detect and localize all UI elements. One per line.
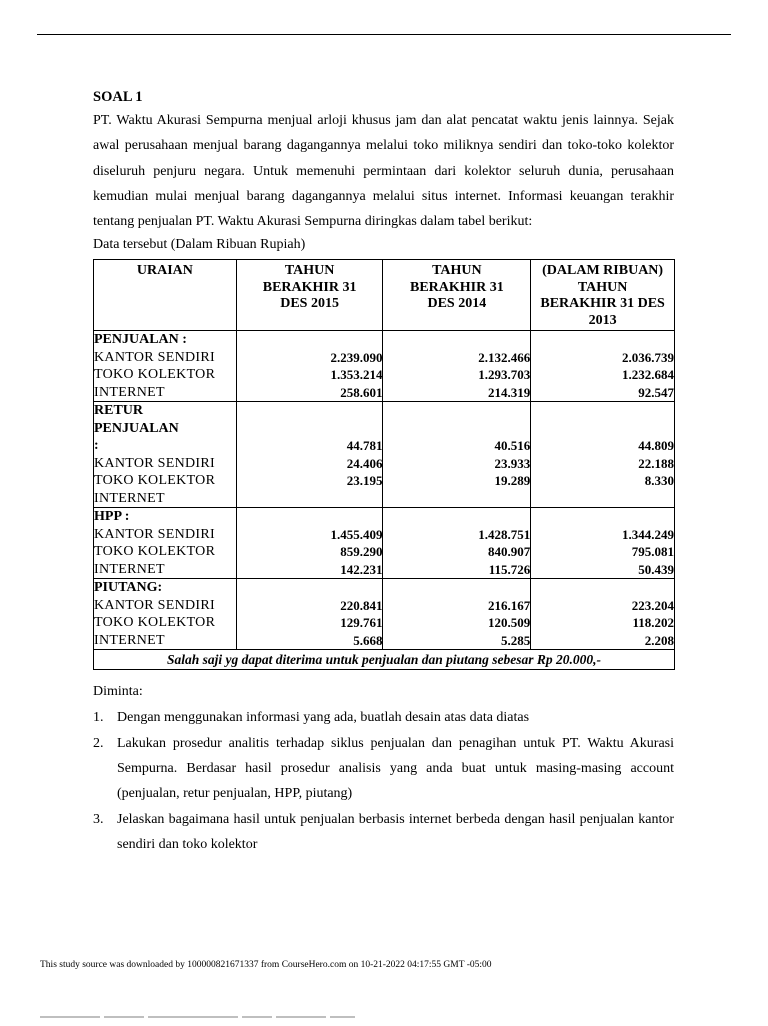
table-cell: 92.547 — [638, 384, 674, 400]
table-cell: 23.933 — [494, 455, 531, 471]
table-cell: 24.406 — [346, 455, 383, 471]
values-2014 — [383, 508, 531, 579]
group-label-cell — [94, 402, 237, 508]
table-cell: 23.195 — [346, 473, 383, 489]
row-label: INTERNET — [94, 561, 165, 577]
table-cell: 44.809 — [638, 438, 674, 454]
table-cell: 1.232.684 — [622, 367, 674, 383]
values-2014 — [383, 579, 531, 650]
row-label: INTERNET — [94, 632, 165, 648]
diminta-label: Diminta: — [93, 684, 143, 700]
table-cell: 40.516 — [494, 438, 531, 454]
task-text: Lakukan prosedur analitis terhadap siklus penjualan dan penagihan untuk PT. Waktu Akurasi Sempurna. Berdasar hasil prosedur analisis yang anda buat untuk masing-masing account (penjualan, retur penjualan, HPP, piutang) — [117, 735, 674, 802]
task-text: Dengan menggunakan informasi yang ada, buatlah desain atas data diatas — [117, 710, 530, 726]
task-list — [93, 705, 674, 857]
table-cell: 1.455.409 — [330, 526, 383, 542]
group-title: RETUR PENJUALAN : — [94, 403, 179, 454]
row-label: TOKO KOLEKTOR — [94, 473, 216, 489]
group-title: HPP : — [94, 509, 130, 525]
values-2015 — [236, 579, 383, 650]
header-2014: TAHUN BERAKHIR 31 DES 2014 — [383, 260, 531, 331]
task-text: Jelaskan bagaimana hasil untuk penjualan berbasis internet berbeda dengan hasil penjualan kantor sendiri dan toko kolektor — [117, 811, 674, 852]
table-cell: 5.668 — [353, 632, 383, 648]
list-item — [93, 807, 674, 858]
table-cell: 5.285 — [500, 632, 531, 648]
table-cell: 1.353.214 — [330, 367, 383, 383]
task-number: 3. — [93, 811, 104, 827]
header-2015: TAHUN BERAKHIR 31 DES 2015 — [236, 260, 383, 331]
values-2013 — [531, 508, 675, 579]
source-footer: This study source was downloaded by 100000821671337 from CourseHero.com on 10-21-2022 04:17:55 GMT -05:00 — [40, 960, 492, 970]
list-item — [93, 731, 674, 807]
row-label: KANTOR SENDIRI — [94, 349, 215, 365]
table-cell: 840.907 — [487, 544, 531, 560]
row-label: TOKO KOLEKTOR — [94, 615, 216, 631]
values-2015 — [236, 402, 383, 508]
values-2014 — [383, 331, 531, 402]
table-cell: 214.319 — [487, 384, 531, 400]
table-cell: 8.330 — [644, 473, 674, 489]
table-cell: 258.601 — [340, 384, 383, 400]
table-cell: 50.439 — [638, 561, 674, 577]
table-cell: 1.428.751 — [478, 526, 531, 542]
table-cell: 1.293.703 — [478, 367, 531, 383]
group-title: PIUTANG: — [94, 580, 163, 596]
question-heading: SOAL 1 — [93, 89, 143, 105]
table-cell: 2.239.090 — [330, 349, 383, 365]
table-cell: 2.208 — [644, 632, 674, 648]
values-2013 — [531, 331, 675, 402]
group-label-cell — [94, 508, 237, 579]
table-cell: 142.231 — [340, 561, 383, 577]
table-cell: 2.132.466 — [478, 349, 531, 365]
top-rule — [37, 34, 731, 35]
table-cell: 44.781 — [346, 438, 383, 454]
table-footer-note: Salah saji yg dapat diterima untuk penjualan dan piutang sebesar Rp 20.000,- — [94, 650, 675, 670]
values-2015 — [236, 508, 383, 579]
row-label: KANTOR SENDIRI — [94, 455, 215, 471]
intro-paragraph: PT. Waktu Akurasi Sempurna menjual arloji khusus jam dan alat pencatat waktu jenis lainnya. Sejak awal perusahaan menjual barang dagangannya melalui toko miliknya sendiri dan toko-toko kolektor diseluruh penjuru negara. Untuk memenuhi permintaan dari kolektor seluruh dunia, perusahaan kemudian mulai menjual barang dagangannya melalui situs internet. Informasi keuangan terakhir tentang penjualan PT. Waktu Akurasi Sempurna diringkas dalam tabel berikut: — [93, 113, 674, 230]
row-label: TOKO KOLEKTOR — [94, 544, 216, 560]
table-cell: 216.167 — [487, 597, 531, 613]
document-body — [93, 86, 674, 857]
table-note: Data tersebut (Dalam Ribuan Rupiah) — [93, 237, 306, 253]
table-group-penjualan — [94, 331, 675, 402]
table-cell: 115.726 — [488, 561, 531, 577]
group-label-cell — [94, 579, 237, 650]
cropped-footer-line — [40, 1008, 370, 1016]
table-footer-row — [94, 650, 675, 670]
table-cell: 220.841 — [340, 597, 383, 613]
header-uraian: URAIAN — [94, 260, 237, 331]
values-2013 — [531, 402, 675, 508]
values-2015 — [236, 331, 383, 402]
table-group-piutang — [94, 579, 675, 650]
table-group-retur-penjualan — [94, 402, 675, 508]
row-label: INTERNET — [94, 384, 165, 400]
table-cell: 859.290 — [340, 544, 383, 560]
row-label: TOKO KOLEKTOR — [94, 367, 216, 383]
row-label: INTERNET — [94, 490, 165, 506]
task-number: 1. — [93, 710, 104, 726]
sales-data-table — [93, 259, 675, 670]
header-2013: (DALAM RIBUAN) TAHUN BERAKHIR 31 DES 2013 — [531, 260, 675, 331]
table-cell: 2.036.739 — [622, 349, 674, 365]
table-cell: 19.289 — [494, 473, 531, 489]
table-cell: 120.509 — [487, 615, 531, 631]
table-cell: 795.081 — [631, 544, 674, 560]
table-cell: 118.202 — [632, 615, 674, 631]
row-label: KANTOR SENDIRI — [94, 597, 215, 613]
table-cell: 1.344.249 — [622, 526, 674, 542]
list-item — [93, 705, 674, 730]
table-group-hpp — [94, 508, 675, 579]
row-label: KANTOR SENDIRI — [94, 526, 215, 542]
table-header-row — [94, 260, 675, 331]
task-number: 2. — [93, 735, 104, 751]
table-cell: 129.761 — [340, 615, 383, 631]
group-title: PENJUALAN : — [94, 332, 187, 348]
table-cell: 22.188 — [638, 455, 674, 471]
group-label-cell — [94, 331, 237, 402]
table-cell: 223.204 — [631, 597, 674, 613]
values-2014 — [383, 402, 531, 508]
values-2013 — [531, 579, 675, 650]
